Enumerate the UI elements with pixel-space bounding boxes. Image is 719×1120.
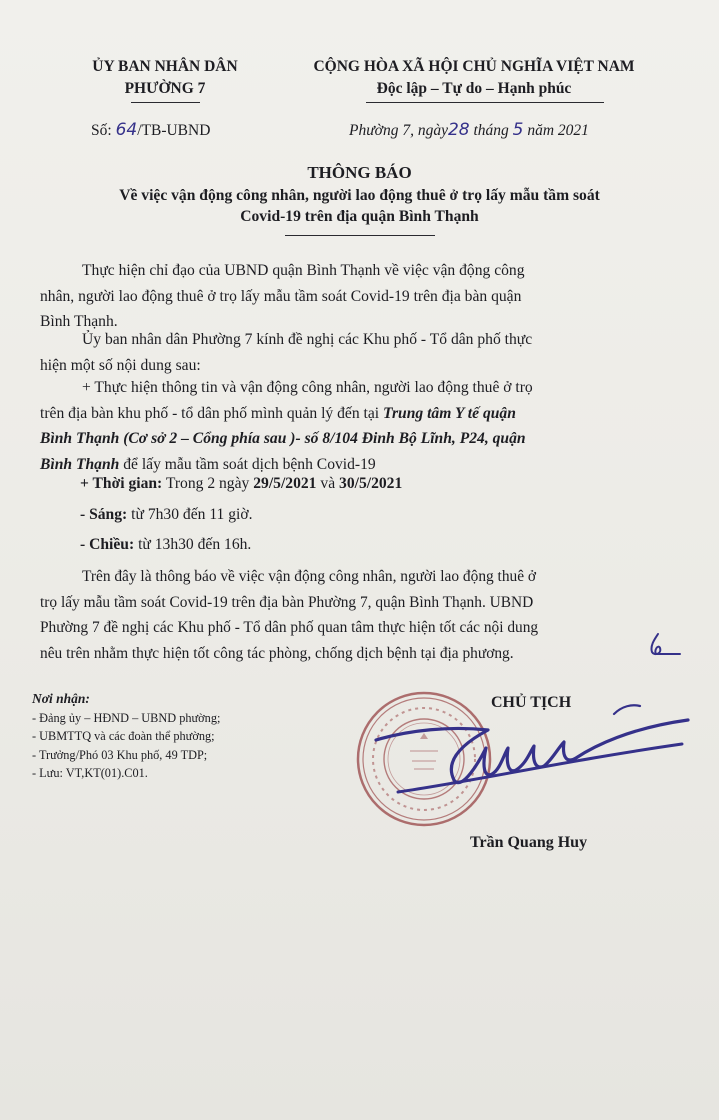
paragraph-request (40, 327, 660, 378)
recipient-item: - Trưởng/Phó 03 Khu phố, 49 TDP; (32, 747, 208, 762)
handwritten-signature (370, 700, 700, 810)
p4-line2: trọ lấy mẫu tầm soát Covid-19 trên địa bàn Phường 7, quận Bình Thạnh. UBND (40, 593, 534, 611)
district-name: Bình Thạnh (40, 455, 120, 473)
handwritten-initial-mark (640, 630, 684, 660)
agency-ward: PHƯỜNG 7 (124, 80, 206, 97)
handwritten-number: 64 (115, 120, 138, 140)
agency-name: ỦY BAN NHÂN DÂN (92, 58, 238, 75)
afternoon-text: từ 13h30 đến 16h. (138, 536, 252, 553)
document-subject-line1: Về việc vận động công nhân, người lao động thuê ở trọ lấy mẫu tầm soát (119, 187, 600, 204)
p2-line2: hiện một số nội dung sau: (40, 356, 201, 374)
health-center-address: Bình Thạnh (Cơ sở 2 – Cổng phía sau )- số 8/104 Đinh Bộ Lĩnh, P24, quận (40, 430, 526, 447)
health-center-name: Trung tâm Y tế quận (383, 404, 516, 422)
time-label: + Thời gian: (80, 475, 163, 492)
number-suffix: /TB-UBND (137, 122, 211, 139)
p2-line1: Ủy ban nhân dân Phường 7 kính đề nghị các Khu phố - Tổ dân phố thực (82, 331, 533, 348)
month-label: tháng (473, 122, 509, 139)
national-title: CỘNG HÒA XÃ HỘI CHỦ NGHĨA VIỆT NAM (313, 58, 635, 75)
morning-text: từ 7h30 đến 11 giờ. (131, 506, 253, 523)
national-motto: Độc lập – Tự do – Hạnh phúc (376, 80, 572, 97)
recipients-title: Nơi nhận: (32, 691, 90, 706)
p1-line2: nhân, người lao động thuê ở trọ lấy mẫu tầm soát Covid-19 trên địa bàn quận (40, 287, 522, 305)
morning-line (80, 506, 253, 524)
morning-label: - Sáng: (80, 506, 128, 523)
p3-line1: + Thực hiện thông tin và vận động công nhân, người lao động thuê ở trọ (82, 379, 533, 396)
p4-line4: nêu trên nhằm thực hiện tốt công tác phòng, chống dịch bệnh tại địa phương. (40, 644, 514, 662)
p1-line3: Bình Thạnh. (40, 313, 118, 330)
agency-underline (131, 102, 200, 103)
paragraph-instruction (40, 375, 660, 477)
motto-underline (366, 102, 604, 103)
recipient-item: - Lưu: VT,KT(01).C01. (32, 766, 148, 780)
date-prefix: Phường 7, ngày (349, 122, 448, 139)
recipients-block (32, 690, 220, 783)
time-line (80, 475, 402, 493)
paragraph-directive (40, 258, 660, 335)
recipient-item: - Đảng ủy – HĐND – UBND phường; (32, 710, 221, 725)
p1-line1: Thực hiện chỉ đạo của UBND quận Bình Thạnh về việc vận động công (82, 262, 525, 279)
signer-name: Trần Quang Huy (470, 834, 588, 851)
time-date2: 30/5/2021 (339, 475, 403, 492)
afternoon-line (80, 536, 251, 554)
title-underline (285, 235, 435, 236)
time-text-a: Trong 2 ngày (165, 475, 250, 492)
p4-line3: Phường 7 đề nghị các Khu phố - Tổ dân phố quan tâm thực hiện tốt các nội dung (40, 619, 539, 636)
p3-line2-normal: trên địa bàn khu phố - tổ dân phố mình quản lý đến tại (40, 404, 380, 422)
recipient-item: - UBMTTQ và các đoàn thể phường; (32, 729, 215, 743)
number-prefix: Số: (91, 122, 112, 139)
afternoon-label: - Chiều: (80, 536, 135, 553)
p3-line4-normal: để lấy mẫu tầm soát dịch bệnh Covid-19 (123, 455, 376, 473)
document-subject-line2: Covid-19 trên địa quận Bình Thạnh (240, 208, 479, 225)
paragraph-closing (40, 564, 665, 666)
time-date1: 29/5/2021 (253, 475, 317, 492)
p4-line1: Trên đây là thông báo về việc vận động công nhân, người lao động thuê ở (82, 568, 537, 585)
time-text-b: và (320, 475, 336, 492)
handwritten-month: 5 (512, 120, 524, 140)
document-title: THÔNG BÁO (307, 163, 412, 182)
document-date (349, 120, 589, 140)
signer-position: CHỦ TỊCH (491, 694, 572, 711)
document-number (91, 120, 210, 140)
year-label: năm 2021 (527, 122, 589, 139)
handwritten-day: 28 (447, 120, 470, 140)
